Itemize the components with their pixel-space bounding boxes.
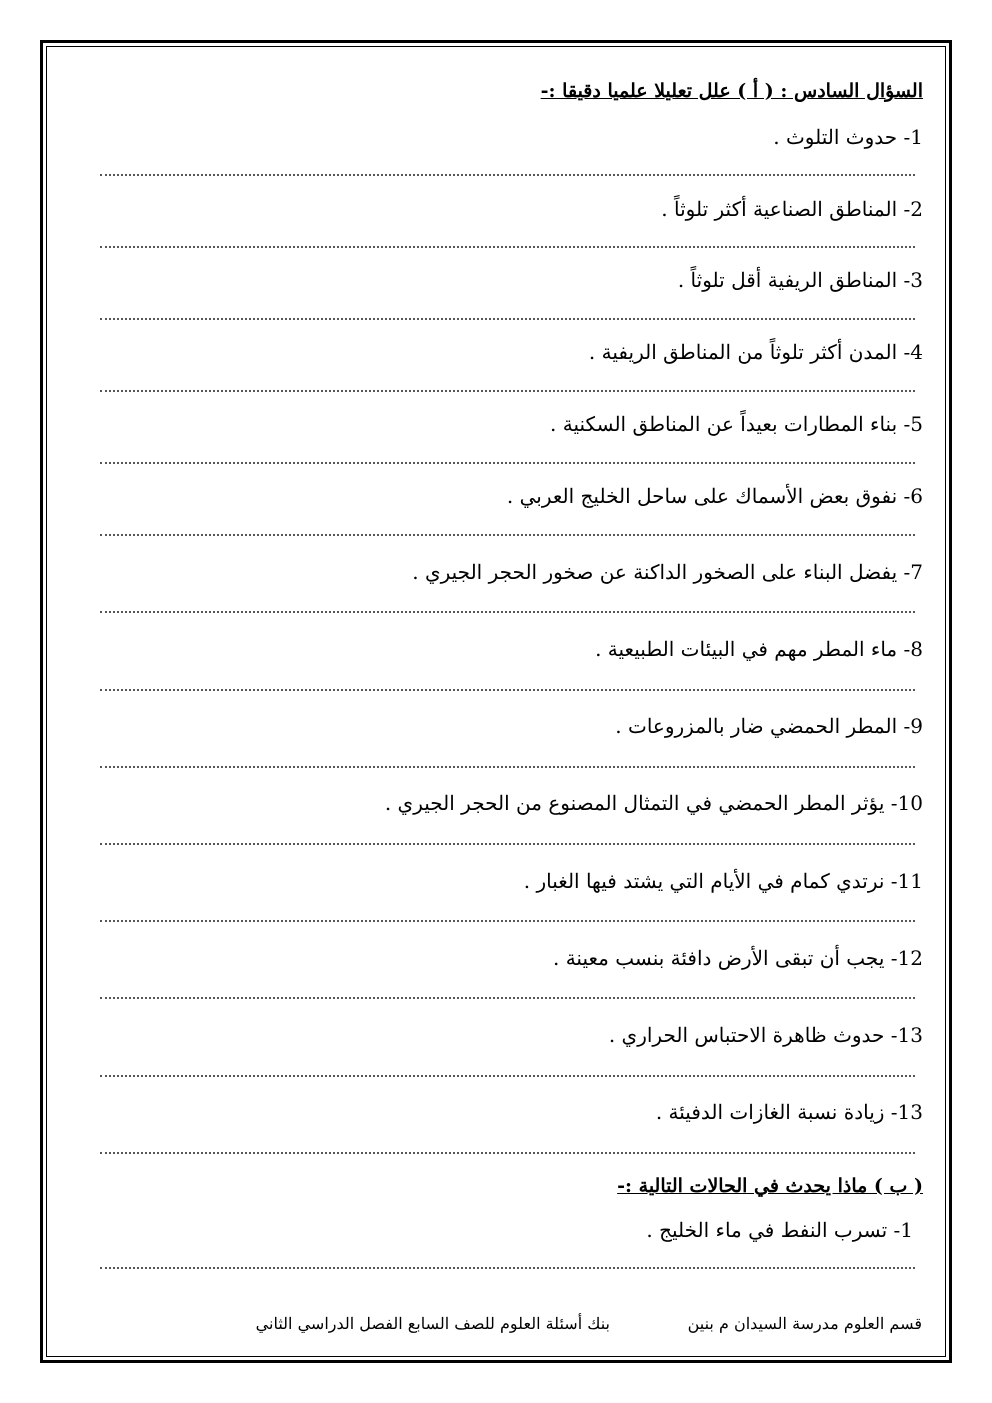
answer-line bbox=[100, 997, 915, 999]
question-text: المناطق الريفية أقل تلوثاً . bbox=[677, 268, 898, 292]
answer-line bbox=[100, 174, 915, 176]
question-number: 11 bbox=[897, 869, 923, 893]
question-number: 10 bbox=[897, 791, 923, 815]
answer-line bbox=[100, 390, 915, 392]
question-text: نرتدي كمام في الأيام التي يشتد فيها الغبار . bbox=[523, 869, 885, 893]
answer-line bbox=[100, 246, 915, 248]
section-a-heading: السؤال السادس : ( أ ) علل تعليلا علميا دقيقا :- bbox=[540, 80, 923, 102]
question-text: بناء المطارات بعيداً عن المناطق السكنية . bbox=[550, 412, 898, 436]
question-item: 5- بناء المطارات بعيداً عن المناطق السكنية . bbox=[550, 412, 923, 436]
question-item: 9- المطر الحمضي ضار بالمزروعات . bbox=[615, 714, 923, 738]
question-number: 12 bbox=[897, 946, 923, 970]
question-item: 13- زيادة نسبة الغازات الدفيئة . bbox=[655, 1100, 923, 1124]
question-item: 8- ماء المطر مهم في البيئات الطبيعية . bbox=[595, 637, 923, 661]
question-text: ماء المطر مهم في البيئات الطبيعية . bbox=[595, 637, 898, 661]
question-item: 3- المناطق الريفية أقل تلوثاً . bbox=[677, 268, 923, 292]
question-text: زيادة نسبة الغازات الدفيئة . bbox=[655, 1100, 885, 1124]
question-item: 2- المناطق الصناعية أكثر تلوثاً . bbox=[661, 197, 923, 221]
answer-line bbox=[100, 462, 915, 464]
question-item: 10- يؤثر المطر الحمضي في التمثال المصنوع من الحجر الجيري . bbox=[384, 791, 923, 815]
answer-line bbox=[100, 534, 915, 536]
footer-title: بنك أسئلة العلوم للصف السابع الفصل الدراسي الثاني bbox=[255, 1314, 610, 1333]
question-number: 8 bbox=[910, 637, 923, 661]
question-item: 12- يجب أن تبقى الأرض دافئة بنسب معينة . bbox=[552, 946, 923, 970]
question-number: 3 bbox=[910, 268, 923, 292]
question-text: المناطق الصناعية أكثر تلوثاً . bbox=[661, 197, 898, 221]
question-number: 4 bbox=[910, 340, 923, 364]
question-number: 6 bbox=[910, 484, 923, 508]
answer-line bbox=[100, 1267, 915, 1269]
question-number: 9 bbox=[910, 714, 923, 738]
question-number: 13 bbox=[897, 1100, 923, 1124]
answer-line bbox=[100, 611, 915, 613]
question-text: حدوث ظاهرة الاحتباس الحراري . bbox=[608, 1023, 885, 1047]
question-text: يؤثر المطر الحمضي في التمثال المصنوع من الحجر الجيري . bbox=[384, 791, 885, 815]
question-text: يفضل البناء على الصخور الداكنة عن صخور الحجر الجيري . bbox=[412, 560, 898, 584]
answer-line bbox=[100, 1152, 915, 1154]
section-b-heading: ( ب ) ماذا يحدث في الحالات التالية :- bbox=[617, 1175, 923, 1197]
question-text: حدوث التلوث . bbox=[773, 125, 898, 149]
question-text: المطر الحمضي ضار بالمزروعات . bbox=[615, 714, 898, 738]
answer-line bbox=[100, 689, 915, 691]
question-text: يجب أن تبقى الأرض دافئة بنسب معينة . bbox=[552, 946, 885, 970]
question-number: 2 bbox=[910, 197, 923, 221]
question-number: 1 bbox=[900, 1218, 913, 1242]
question-item: 1- حدوث التلوث . bbox=[773, 125, 923, 149]
question-text: نفوق بعض الأسماك على ساحل الخليج العربي . bbox=[506, 484, 898, 508]
question-number: 7 bbox=[910, 560, 923, 584]
question-number: 13 bbox=[897, 1023, 923, 1047]
question-text: تسرب النفط في ماء الخليج . bbox=[646, 1218, 888, 1242]
footer-school: قسم العلوم مدرسة السيدان م بنين bbox=[687, 1314, 922, 1333]
question-number: 5 bbox=[910, 412, 923, 436]
question-number: 1 bbox=[910, 125, 923, 149]
answer-line bbox=[100, 1075, 915, 1077]
question-item: 1- تسرب النفط في ماء الخليج . bbox=[646, 1218, 913, 1242]
question-item: 4- المدن أكثر تلوثاً من المناطق الريفية . bbox=[588, 340, 923, 364]
question-item: 11- نرتدي كمام في الأيام التي يشتد فيها الغبار . bbox=[523, 869, 923, 893]
answer-line bbox=[100, 920, 915, 922]
answer-line bbox=[100, 318, 915, 320]
question-item: 13- حدوث ظاهرة الاحتباس الحراري . bbox=[608, 1023, 923, 1047]
question-item: 7- يفضل البناء على الصخور الداكنة عن صخور الحجر الجيري . bbox=[412, 560, 923, 584]
question-text: المدن أكثر تلوثاً من المناطق الريفية . bbox=[588, 340, 898, 364]
page-border-inner bbox=[46, 46, 946, 1357]
question-item: 6- نفوق بعض الأسماك على ساحل الخليج العربي . bbox=[506, 484, 923, 508]
answer-line bbox=[100, 766, 915, 768]
answer-line bbox=[100, 843, 915, 845]
